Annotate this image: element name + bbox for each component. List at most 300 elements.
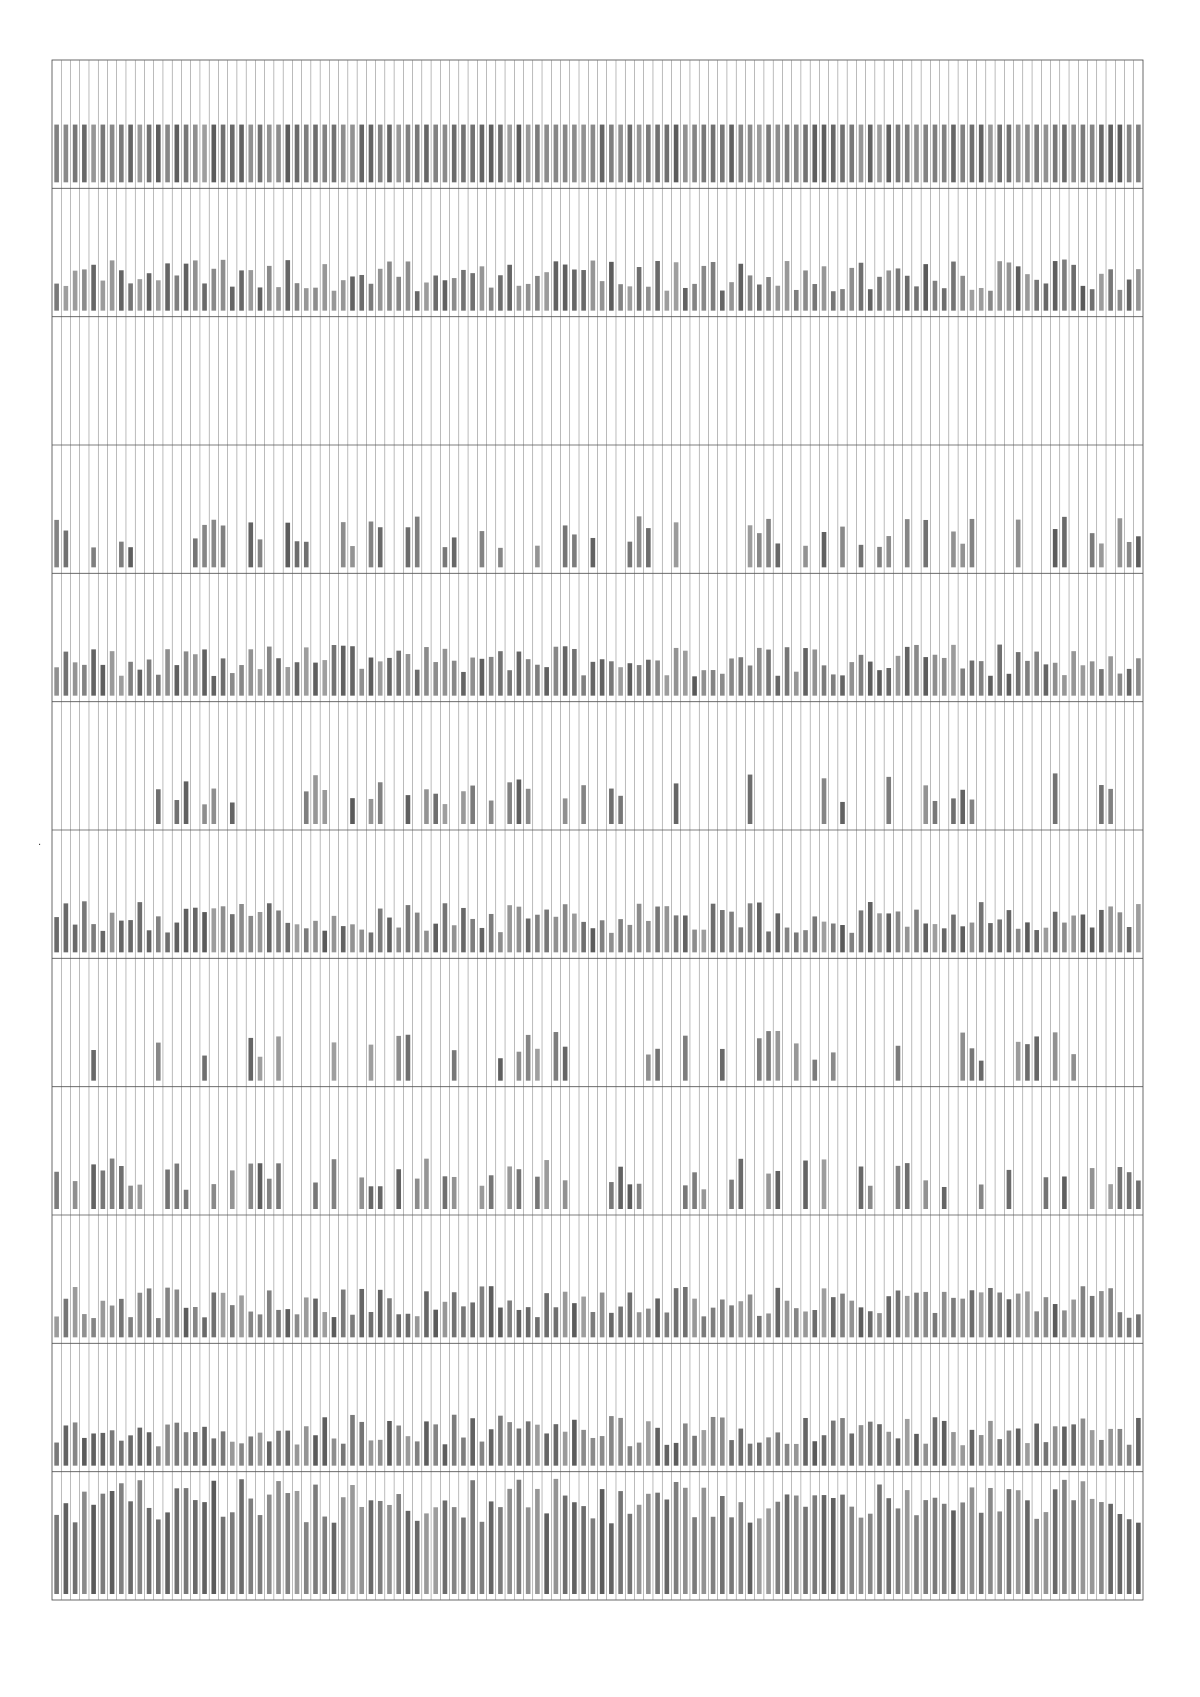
cell-text-mark [424, 283, 429, 311]
cell-text-mark [175, 800, 180, 824]
cell-text-mark [803, 1311, 808, 1337]
cell-text-mark [1071, 265, 1076, 311]
cell-text-mark [91, 1433, 96, 1465]
cell-text-mark [554, 1307, 559, 1337]
cell-text-mark [1044, 928, 1049, 953]
cell-text-mark [480, 659, 485, 696]
cell-text-mark [341, 926, 346, 952]
cell-text-mark [350, 798, 355, 824]
cell-text-mark [517, 1429, 522, 1466]
cell-text-mark [637, 1505, 642, 1594]
cell-text-mark [831, 1498, 836, 1594]
cell-text-mark [628, 1184, 633, 1209]
cell-text-mark [489, 1501, 494, 1594]
cell-text-mark [295, 283, 300, 310]
cell-text-mark [526, 125, 531, 183]
cell-text-mark [406, 795, 411, 824]
cell-text-mark [803, 930, 808, 952]
cell-text-mark [572, 534, 577, 567]
cell-text-mark [665, 1445, 670, 1466]
cell-text-mark [581, 1506, 586, 1594]
cell-text-mark [785, 647, 790, 695]
cell-text-mark [415, 1316, 420, 1337]
cell-text-mark [138, 279, 143, 311]
cell-text-mark [674, 783, 679, 824]
cell-text-mark [424, 1421, 429, 1465]
cell-text-mark [507, 905, 512, 952]
cell-text-mark [748, 125, 753, 183]
cell-text-mark [646, 921, 651, 952]
cell-text-mark [729, 912, 734, 953]
cell-text-mark [64, 531, 69, 568]
cell-text-mark [896, 125, 901, 183]
cell-text-mark [618, 667, 623, 695]
cell-text-mark [73, 1287, 78, 1337]
cell-text-mark [877, 277, 882, 311]
cell-text-mark [378, 1501, 383, 1594]
cell-text-mark [1136, 536, 1141, 567]
cell-text-mark [165, 1512, 170, 1594]
cell-text-mark [563, 904, 568, 952]
cell-text-mark [988, 291, 993, 311]
cell-text-mark [211, 269, 216, 311]
cell-text-mark [193, 1500, 198, 1594]
cell-text-mark [1099, 543, 1104, 567]
cell-text-mark [156, 280, 161, 310]
cell-text-mark [933, 1313, 938, 1337]
cell-text-mark [988, 1488, 993, 1594]
cell-text-mark [831, 1421, 836, 1466]
cell-text-mark [507, 265, 512, 311]
cell-text-mark [711, 1308, 716, 1338]
cell-text-mark [452, 1292, 457, 1337]
cell-text-mark [702, 670, 707, 695]
cell-text-mark [1127, 1318, 1132, 1338]
cell-text-mark [248, 1164, 253, 1209]
cell-text-mark [54, 1515, 59, 1594]
cell-text-mark [794, 1308, 799, 1337]
cell-text-mark [276, 287, 281, 311]
cell-text-mark [1081, 286, 1086, 311]
cell-text-mark [461, 1438, 466, 1466]
cell-text-mark [276, 658, 281, 695]
cell-text-mark [563, 525, 568, 567]
cell-text-mark [304, 288, 309, 311]
cell-text-mark [239, 1479, 244, 1594]
cell-text-mark [147, 125, 152, 183]
cell-text-mark [184, 1308, 189, 1338]
cell-text-mark [480, 1522, 485, 1594]
cell-text-mark [211, 789, 216, 824]
cell-text-mark [517, 652, 522, 696]
cell-text-mark [600, 1489, 605, 1594]
cell-text-mark [202, 1502, 207, 1594]
cell-text-mark [433, 924, 438, 953]
cell-text-mark [184, 1488, 189, 1594]
cell-text-mark [110, 1159, 115, 1209]
cell-text-mark [128, 125, 133, 183]
cell-text-mark [350, 125, 355, 183]
cell-text-mark [1062, 923, 1067, 953]
cell-text-mark [951, 125, 956, 183]
cell-text-mark [812, 125, 817, 183]
cell-text-mark [637, 1312, 642, 1337]
cell-text-mark [637, 516, 642, 567]
stray-mark: · [38, 840, 42, 851]
cell-text-mark [702, 1316, 707, 1337]
cell-text-mark [905, 276, 910, 311]
cell-text-mark [591, 125, 596, 183]
cell-text-mark [1071, 916, 1076, 953]
cell-text-mark [258, 539, 263, 567]
cell-text-mark [230, 1442, 235, 1466]
cell-text-mark [1136, 1314, 1141, 1337]
cell-text-mark [1016, 1490, 1021, 1594]
cell-text-mark [896, 1166, 901, 1209]
cell-text-mark [341, 1290, 346, 1338]
cell-text-mark [766, 277, 771, 311]
cell-text-mark [1136, 269, 1141, 311]
cell-text-mark [1108, 789, 1113, 824]
cell-text-mark [729, 1180, 734, 1209]
cell-text-mark [341, 1444, 346, 1466]
cell-text-mark [554, 1032, 559, 1081]
cell-text-mark [507, 782, 512, 824]
cell-text-mark [1099, 1291, 1104, 1337]
cell-text-mark [665, 1500, 670, 1595]
cell-text-mark [1136, 1523, 1141, 1594]
cell-text-mark [1007, 1489, 1012, 1594]
cell-text-mark [942, 928, 947, 952]
cell-text-mark [359, 669, 364, 696]
cell-text-mark [1007, 262, 1012, 310]
cell-text-mark [674, 1443, 679, 1466]
cell-text-mark [988, 125, 993, 183]
cell-text-mark [526, 284, 531, 311]
cell-text-mark [859, 263, 864, 311]
cell-text-mark [1062, 1310, 1067, 1337]
cell-text-mark [526, 1035, 531, 1081]
cell-text-mark [720, 125, 725, 183]
cell-text-mark [258, 125, 263, 183]
cell-text-mark [165, 1170, 170, 1209]
cell-text-mark [295, 662, 300, 695]
cell-text-mark [322, 1417, 327, 1465]
cell-text-mark [572, 270, 577, 311]
cell-text-mark [812, 1441, 817, 1465]
cell-text-mark [276, 1163, 281, 1209]
cell-text-mark [295, 541, 300, 567]
cell-text-mark [1090, 1430, 1095, 1466]
cell-text-mark [184, 651, 189, 695]
cell-text-mark [942, 288, 947, 310]
cell-text-mark [64, 286, 69, 311]
cell-text-mark [1062, 517, 1067, 567]
cell-text-mark [221, 1431, 226, 1465]
cell-text-mark [849, 1433, 854, 1465]
cell-text-mark [785, 261, 790, 311]
cell-text-mark [378, 1186, 383, 1209]
cell-text-mark [489, 801, 494, 824]
cell-text-mark [665, 291, 670, 311]
cell-text-mark [452, 278, 457, 311]
cell-text-mark [73, 1522, 78, 1594]
cell-text-mark [378, 909, 383, 953]
cell-text-mark [1071, 1054, 1076, 1081]
cell-text-mark [581, 1430, 586, 1466]
cell-text-mark [914, 1515, 919, 1594]
cell-text-mark [424, 1159, 429, 1209]
cell-text-mark [175, 275, 180, 310]
cell-text-mark [304, 1522, 309, 1594]
cell-text-mark [711, 262, 716, 311]
cell-text-mark [970, 1487, 975, 1594]
cell-text-mark [341, 125, 346, 183]
cell-text-mark [221, 260, 226, 311]
cell-text-mark [258, 1163, 263, 1209]
cell-text-mark [886, 1432, 891, 1466]
cell-text-mark [609, 933, 614, 952]
cell-text-mark [1136, 1418, 1141, 1466]
cell-text-mark [64, 1299, 69, 1338]
cell-text-mark [387, 1505, 392, 1594]
cell-text-mark [757, 1443, 762, 1466]
cell-text-mark [923, 1292, 928, 1337]
cell-text-mark [378, 1290, 383, 1338]
cell-text-mark [683, 651, 688, 696]
cell-text-mark [396, 1426, 401, 1466]
cell-text-mark [128, 920, 133, 952]
cell-text-mark [387, 1421, 392, 1466]
cell-text-mark [997, 645, 1002, 696]
cell-text-mark [406, 1436, 411, 1466]
cell-text-mark [923, 125, 928, 183]
cell-text-mark [1062, 675, 1067, 696]
cell-text-mark [692, 284, 697, 311]
cell-text-mark [951, 262, 956, 311]
cell-text-mark [794, 1043, 799, 1080]
cell-text-mark [322, 264, 327, 311]
cell-text-mark [665, 675, 670, 695]
cell-text-mark [1127, 280, 1132, 311]
cell-text-mark [905, 1490, 910, 1594]
cell-text-mark [341, 280, 346, 310]
cell-text-mark [535, 1425, 540, 1466]
cell-text-mark [1127, 1519, 1132, 1594]
cell-text-mark [1081, 1286, 1086, 1337]
cell-text-mark [970, 1290, 975, 1337]
cell-text-mark [221, 906, 226, 952]
cell-text-mark [979, 902, 984, 952]
cell-text-mark [248, 1436, 253, 1465]
cell-text-mark [498, 1507, 503, 1594]
cell-text-mark [470, 1480, 475, 1594]
cell-text-mark [1099, 785, 1104, 824]
cell-text-mark [341, 1497, 346, 1594]
cell-text-mark [637, 1184, 642, 1209]
cell-text-mark [840, 1294, 845, 1338]
cell-text-mark [1127, 542, 1132, 567]
cell-text-mark [757, 1316, 762, 1337]
cell-text-mark [406, 905, 411, 952]
cell-text-mark [970, 1048, 975, 1080]
cell-text-mark [803, 1507, 808, 1594]
cell-text-mark [1090, 1296, 1095, 1337]
cell-text-mark [923, 657, 928, 696]
cell-text-mark [359, 1177, 364, 1209]
cell-text-mark [591, 662, 596, 696]
cell-text-mark [812, 1310, 817, 1337]
cell-text-mark [433, 1424, 438, 1465]
cell-text-mark [997, 919, 1002, 952]
cell-text-mark [1127, 669, 1132, 696]
cell-text-mark [997, 1439, 1002, 1466]
cell-text-mark [591, 261, 596, 311]
cell-text-mark [285, 923, 290, 952]
cell-text-mark [82, 1314, 87, 1337]
cell-text-mark [591, 1518, 596, 1594]
cell-text-mark [91, 265, 96, 311]
cell-text-mark [350, 924, 355, 952]
cell-text-mark [517, 1052, 522, 1081]
cell-text-mark [322, 1517, 327, 1594]
cell-text-mark [1016, 125, 1021, 183]
cell-text-mark [396, 125, 401, 183]
cell-text-mark [322, 1312, 327, 1337]
cell-text-mark [1053, 912, 1058, 953]
cell-text-mark [369, 932, 374, 952]
cell-text-mark [1025, 1443, 1030, 1466]
cell-text-mark [766, 931, 771, 952]
cell-text-mark [138, 1480, 143, 1594]
cell-text-mark [470, 125, 475, 183]
cell-text-mark [258, 287, 263, 310]
cell-text-mark [424, 931, 429, 953]
cell-text-mark [461, 1518, 466, 1594]
cell-text-mark [979, 1061, 984, 1081]
cell-text-mark [979, 661, 984, 696]
cell-text-mark [526, 919, 531, 953]
cell-text-mark [359, 125, 364, 183]
cell-text-mark [729, 282, 734, 311]
cell-text-mark [193, 125, 198, 183]
cell-text-mark [933, 801, 938, 824]
cell-text-mark [859, 125, 864, 183]
cell-text-mark [674, 262, 679, 310]
cell-text-mark [378, 269, 383, 311]
cell-text-mark [470, 919, 475, 952]
cell-text-mark [239, 270, 244, 310]
cell-text-mark [1025, 1044, 1030, 1081]
cell-text-mark [91, 1505, 96, 1594]
cell-text-mark [868, 1514, 873, 1594]
cell-text-mark [572, 1420, 577, 1466]
cell-text-mark [942, 1187, 947, 1209]
cell-text-mark [896, 1508, 901, 1594]
cell-text-mark [960, 544, 965, 568]
cell-text-mark [332, 291, 337, 311]
cell-text-mark [1090, 125, 1095, 183]
cell-text-mark [665, 1312, 670, 1337]
cell-text-mark [110, 1306, 115, 1338]
cell-text-mark [341, 522, 346, 567]
cell-text-mark [572, 649, 577, 696]
cell-text-mark [433, 1507, 438, 1594]
cell-text-mark [489, 125, 494, 183]
cell-text-mark [960, 1299, 965, 1338]
cell-text-mark [101, 1494, 106, 1594]
cell-text-mark [609, 1523, 614, 1594]
cell-text-mark [748, 1294, 753, 1337]
cell-text-mark [1118, 1514, 1123, 1594]
cell-text-mark [517, 125, 522, 183]
cell-text-mark [387, 658, 392, 696]
cell-text-mark [313, 921, 318, 953]
cell-text-mark [803, 546, 808, 568]
cell-text-mark [175, 125, 180, 183]
cell-text-mark [350, 1315, 355, 1338]
cell-text-mark [739, 125, 744, 183]
cell-text-mark [369, 284, 374, 311]
cell-text-mark [544, 1513, 549, 1594]
cell-text-mark [970, 290, 975, 311]
cell-text-mark [877, 913, 882, 952]
cell-text-mark [82, 269, 87, 310]
cell-text-mark [82, 1438, 87, 1466]
cell-text-mark [443, 1500, 448, 1594]
cell-text-mark [1108, 125, 1113, 183]
cell-text-mark [822, 1288, 827, 1337]
cell-text-mark [822, 532, 827, 567]
cell-text-mark [646, 660, 651, 696]
cell-text-mark [119, 1441, 124, 1466]
cell-text-mark [54, 1172, 59, 1209]
cell-text-mark [322, 790, 327, 824]
cell-text-mark [424, 1291, 429, 1337]
cell-text-mark [581, 125, 586, 183]
cell-text-mark [692, 1172, 697, 1209]
cell-text-mark [1127, 125, 1132, 183]
cell-text-mark [369, 1312, 374, 1337]
cell-text-mark [73, 1181, 78, 1209]
cell-text-mark [702, 930, 707, 953]
cell-text-mark [1044, 283, 1049, 310]
cell-text-mark [1090, 661, 1095, 695]
cell-text-mark [396, 277, 401, 311]
cell-text-mark [313, 775, 318, 824]
cell-text-mark [1099, 910, 1104, 952]
cell-text-mark [202, 1427, 207, 1466]
cell-text-mark [757, 1038, 762, 1080]
cell-text-mark [138, 670, 143, 696]
cell-text-mark [803, 648, 808, 696]
cell-text-mark [369, 658, 374, 696]
cell-text-mark [655, 125, 660, 183]
cell-text-mark [1053, 125, 1058, 183]
cell-text-mark [960, 926, 965, 952]
cell-text-mark [193, 1432, 198, 1466]
cell-text-mark [803, 1418, 808, 1466]
cell-text-mark [711, 1417, 716, 1466]
cell-text-mark [609, 125, 614, 183]
cell-text-mark [332, 125, 337, 183]
cell-text-mark [156, 1318, 161, 1337]
cell-text-mark [970, 800, 975, 824]
cell-text-mark [248, 1312, 253, 1338]
cell-text-mark [720, 1417, 725, 1465]
cell-text-mark [535, 125, 540, 183]
cell-text-mark [637, 904, 642, 953]
